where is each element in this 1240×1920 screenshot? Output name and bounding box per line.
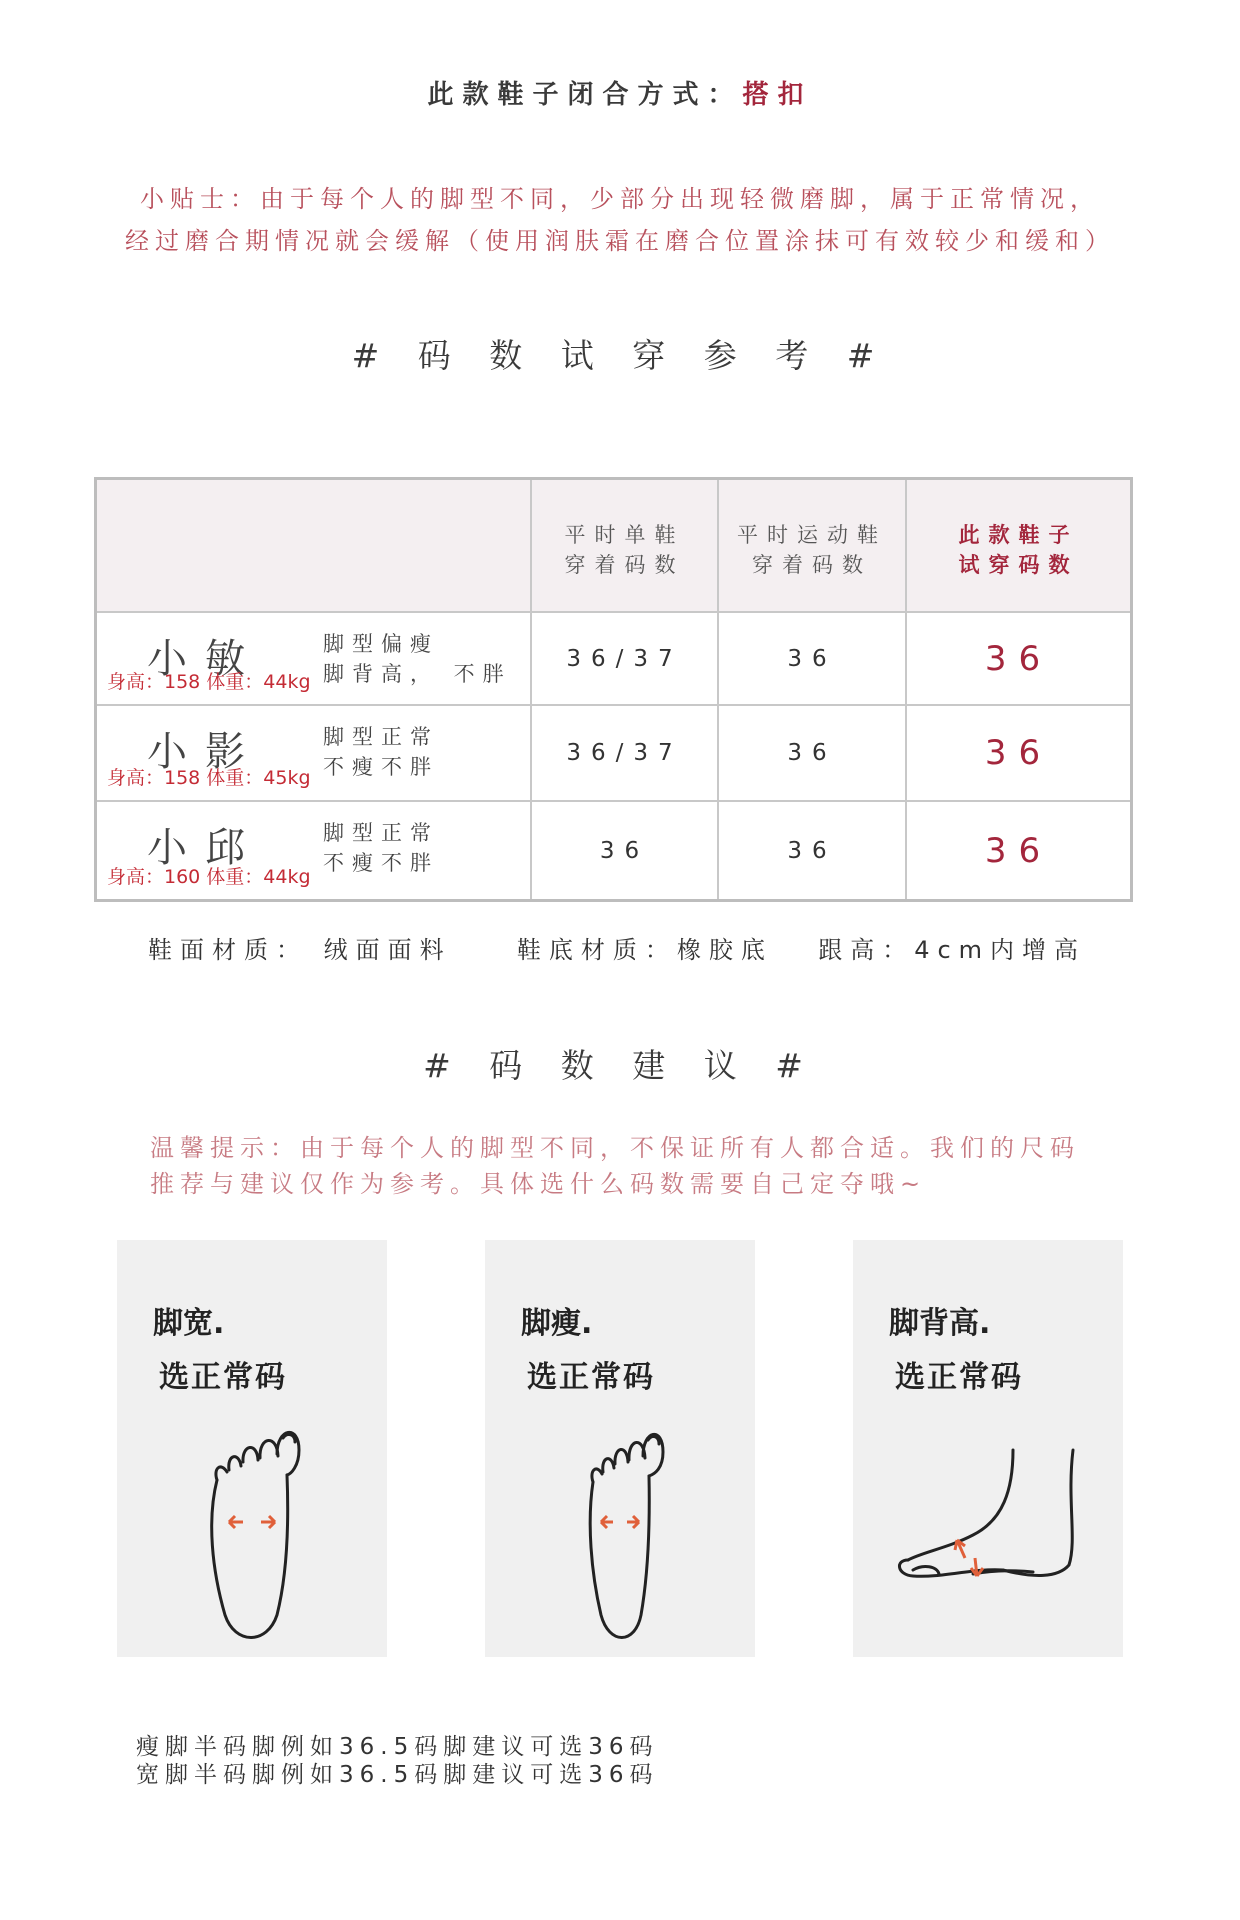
wide-half-size-note: 宽脚半码脚例如36.5码脚建议可选36码 (136, 1762, 659, 1788)
materials-line (148, 930, 1086, 965)
size-advice-title: # 码 数 建 议 # (423, 1046, 817, 1085)
person-stats: 身高：158 体重：44kg (107, 671, 311, 693)
closure-label: 此款鞋子闭合方式： (427, 80, 743, 110)
header-sport-line2: 穿着码数 (752, 553, 872, 577)
tip-line-1: 小贴士：由于每个人的脚型不同，少部分出现轻微磨脚，属于正常情况， (140, 185, 1100, 213)
single-size-value: 36/37 (566, 645, 683, 672)
cell-single-size (532, 706, 719, 802)
half-size-notes (136, 1733, 658, 1789)
sport-size-value: 36 (787, 645, 837, 672)
header-this-line1: 此款鞋子 (958, 523, 1079, 547)
cell-this-size (907, 613, 1130, 706)
header-single-line1: 平时单鞋 (564, 523, 685, 547)
wide-foot-icon (117, 1410, 387, 1650)
high-instep-foot-icon (853, 1410, 1123, 1650)
person-name: 小影 (147, 729, 263, 775)
cell-this-size (907, 802, 1130, 899)
high-instep-card (853, 1240, 1123, 1657)
card-title: 脚宽. (153, 1306, 225, 1341)
cell-single-size (532, 613, 719, 706)
header-sport-line1: 平时运动鞋 (737, 523, 887, 547)
header-single-line2: 穿着码数 (564, 553, 685, 577)
wide-foot-card (117, 1240, 387, 1657)
foot-detail: 不瘦不胖 (323, 755, 439, 779)
thin-foot-card (485, 1240, 755, 1657)
fitting-reference-title: # 码 数 试 穿 参 考 # (351, 336, 889, 375)
this-size-value: 36 (984, 733, 1053, 773)
cell-single-size (532, 802, 719, 899)
cell-sport-size (719, 802, 907, 899)
sport-size-value: 36 (787, 740, 837, 766)
person-name: 小敏 (147, 636, 263, 682)
thin-foot-icon (485, 1410, 755, 1650)
cell-sport-size (719, 613, 907, 706)
closure-line (0, 74, 1240, 111)
table-header-sport (719, 480, 907, 613)
single-size-value: 36 (599, 837, 650, 864)
table-header-single (532, 480, 719, 613)
size-fitting-table (94, 477, 1133, 902)
this-size-value: 36 (984, 830, 1053, 871)
person-stats: 身高：158 体重：45kg (107, 767, 311, 789)
table-row (97, 706, 532, 802)
foot-type: 脚型正常 (323, 725, 439, 749)
table-header-this (907, 480, 1130, 613)
thin-half-size-note: 瘦脚半码脚例如36.5码脚建议可选36码 (136, 1734, 659, 1760)
foot-detail: 不瘦不胖 (323, 851, 439, 875)
table-header-blank (97, 480, 532, 613)
table-row (97, 802, 532, 899)
table-row (97, 613, 532, 706)
notice (150, 1130, 1080, 1202)
foot-type: 脚型正常 (323, 821, 439, 845)
cell-this-size (907, 706, 1130, 802)
person-name: 小邱 (147, 825, 263, 871)
sport-size-value: 36 (787, 837, 837, 864)
cell-sport-size (719, 706, 907, 802)
card-subtitle: 选正常码 (159, 1360, 287, 1395)
foot-type: 脚型偏瘦 (323, 632, 439, 656)
heel-height: 跟高：4cm内增高 (818, 936, 1087, 964)
header-this-line2: 试穿码数 (958, 553, 1079, 577)
card-title: 脚背高. (889, 1306, 991, 1341)
card-subtitle: 选正常码 (527, 1360, 655, 1395)
sole-material: 鞋底材质：橡胶底 (516, 936, 773, 964)
tip-line-2: 经过磨合期情况就会缓解（使用润肤霜在磨合位置涂抹可有效较少和缓和） (125, 227, 1115, 255)
card-title: 脚瘦. (521, 1306, 593, 1341)
card-subtitle: 选正常码 (895, 1360, 1023, 1395)
closure-value: 搭扣 (742, 80, 813, 110)
notice-line-1: 温馨提示：由于每个人的脚型不同，不保证所有人都合适。我们的尺码 (150, 1134, 1080, 1162)
this-size-value: 36 (984, 638, 1053, 679)
notice-line-2: 推荐与建议仅作为参考。具体选什么码数需要自己定夺哦~ (150, 1170, 927, 1198)
foot-detail: 脚背高， 不胖 (323, 662, 512, 686)
upper-material: 鞋面材质： 绒面面料 (148, 936, 452, 964)
person-stats: 身高：160 体重：44kg (107, 866, 311, 888)
single-size-value: 36/37 (566, 740, 683, 766)
